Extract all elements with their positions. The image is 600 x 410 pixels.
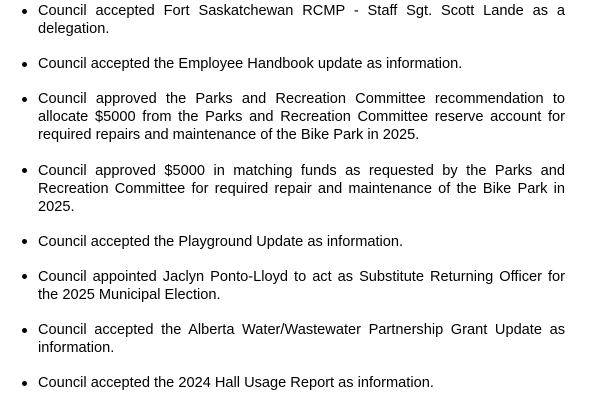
bullet-icon [22,239,27,244]
list-item [38,2,565,38]
list-item [38,55,565,73]
list-item [38,162,565,216]
bullet-icon [22,381,27,386]
council-decisions-list [38,2,565,410]
bullet-icon [22,274,27,279]
list-item-text: Council approved the Parks and Recreation Committee recommendation to allocate $5000 from the Parks and Recreation Committee reserve account for required repairs and maintenance of the Bike Park in 2025. [38,91,565,144]
list-item [38,233,565,251]
list-item [38,374,565,392]
list-item [38,321,565,357]
list-item-text: Council accepted Fort Saskatchewan RCMP - Staff Sgt. Scott Lande as a delegation. [38,3,565,37]
bullet-icon [22,62,27,67]
list-item-text: Council accepted the Playground Update as information. [38,233,404,250]
list-item [38,90,565,144]
bullet-icon [22,328,27,333]
bullet-icon [22,97,27,102]
list-item-text: Council appointed Jaclyn Ponto-Lloyd to act as Substitute Returning Officer for the 2025 Municipal Election. [38,268,565,303]
bullet-icon [22,9,27,14]
list-item-text: Council accepted the 2024 Hall Usage Report as information. [38,375,434,392]
list-item-text: Council accepted the Alberta Water/Wastewater Partnership Grant Update as information. [38,322,565,357]
list-item-text: Council accepted the Employee Handbook update as information. [38,56,463,73]
bullet-icon [22,168,27,173]
list-item [38,268,565,304]
list-item-text: Council approved $5000 in matching funds as requested by the Parks and Recreation Committee for required repair and maintenance of the Bike Park in 2025. [38,162,565,215]
